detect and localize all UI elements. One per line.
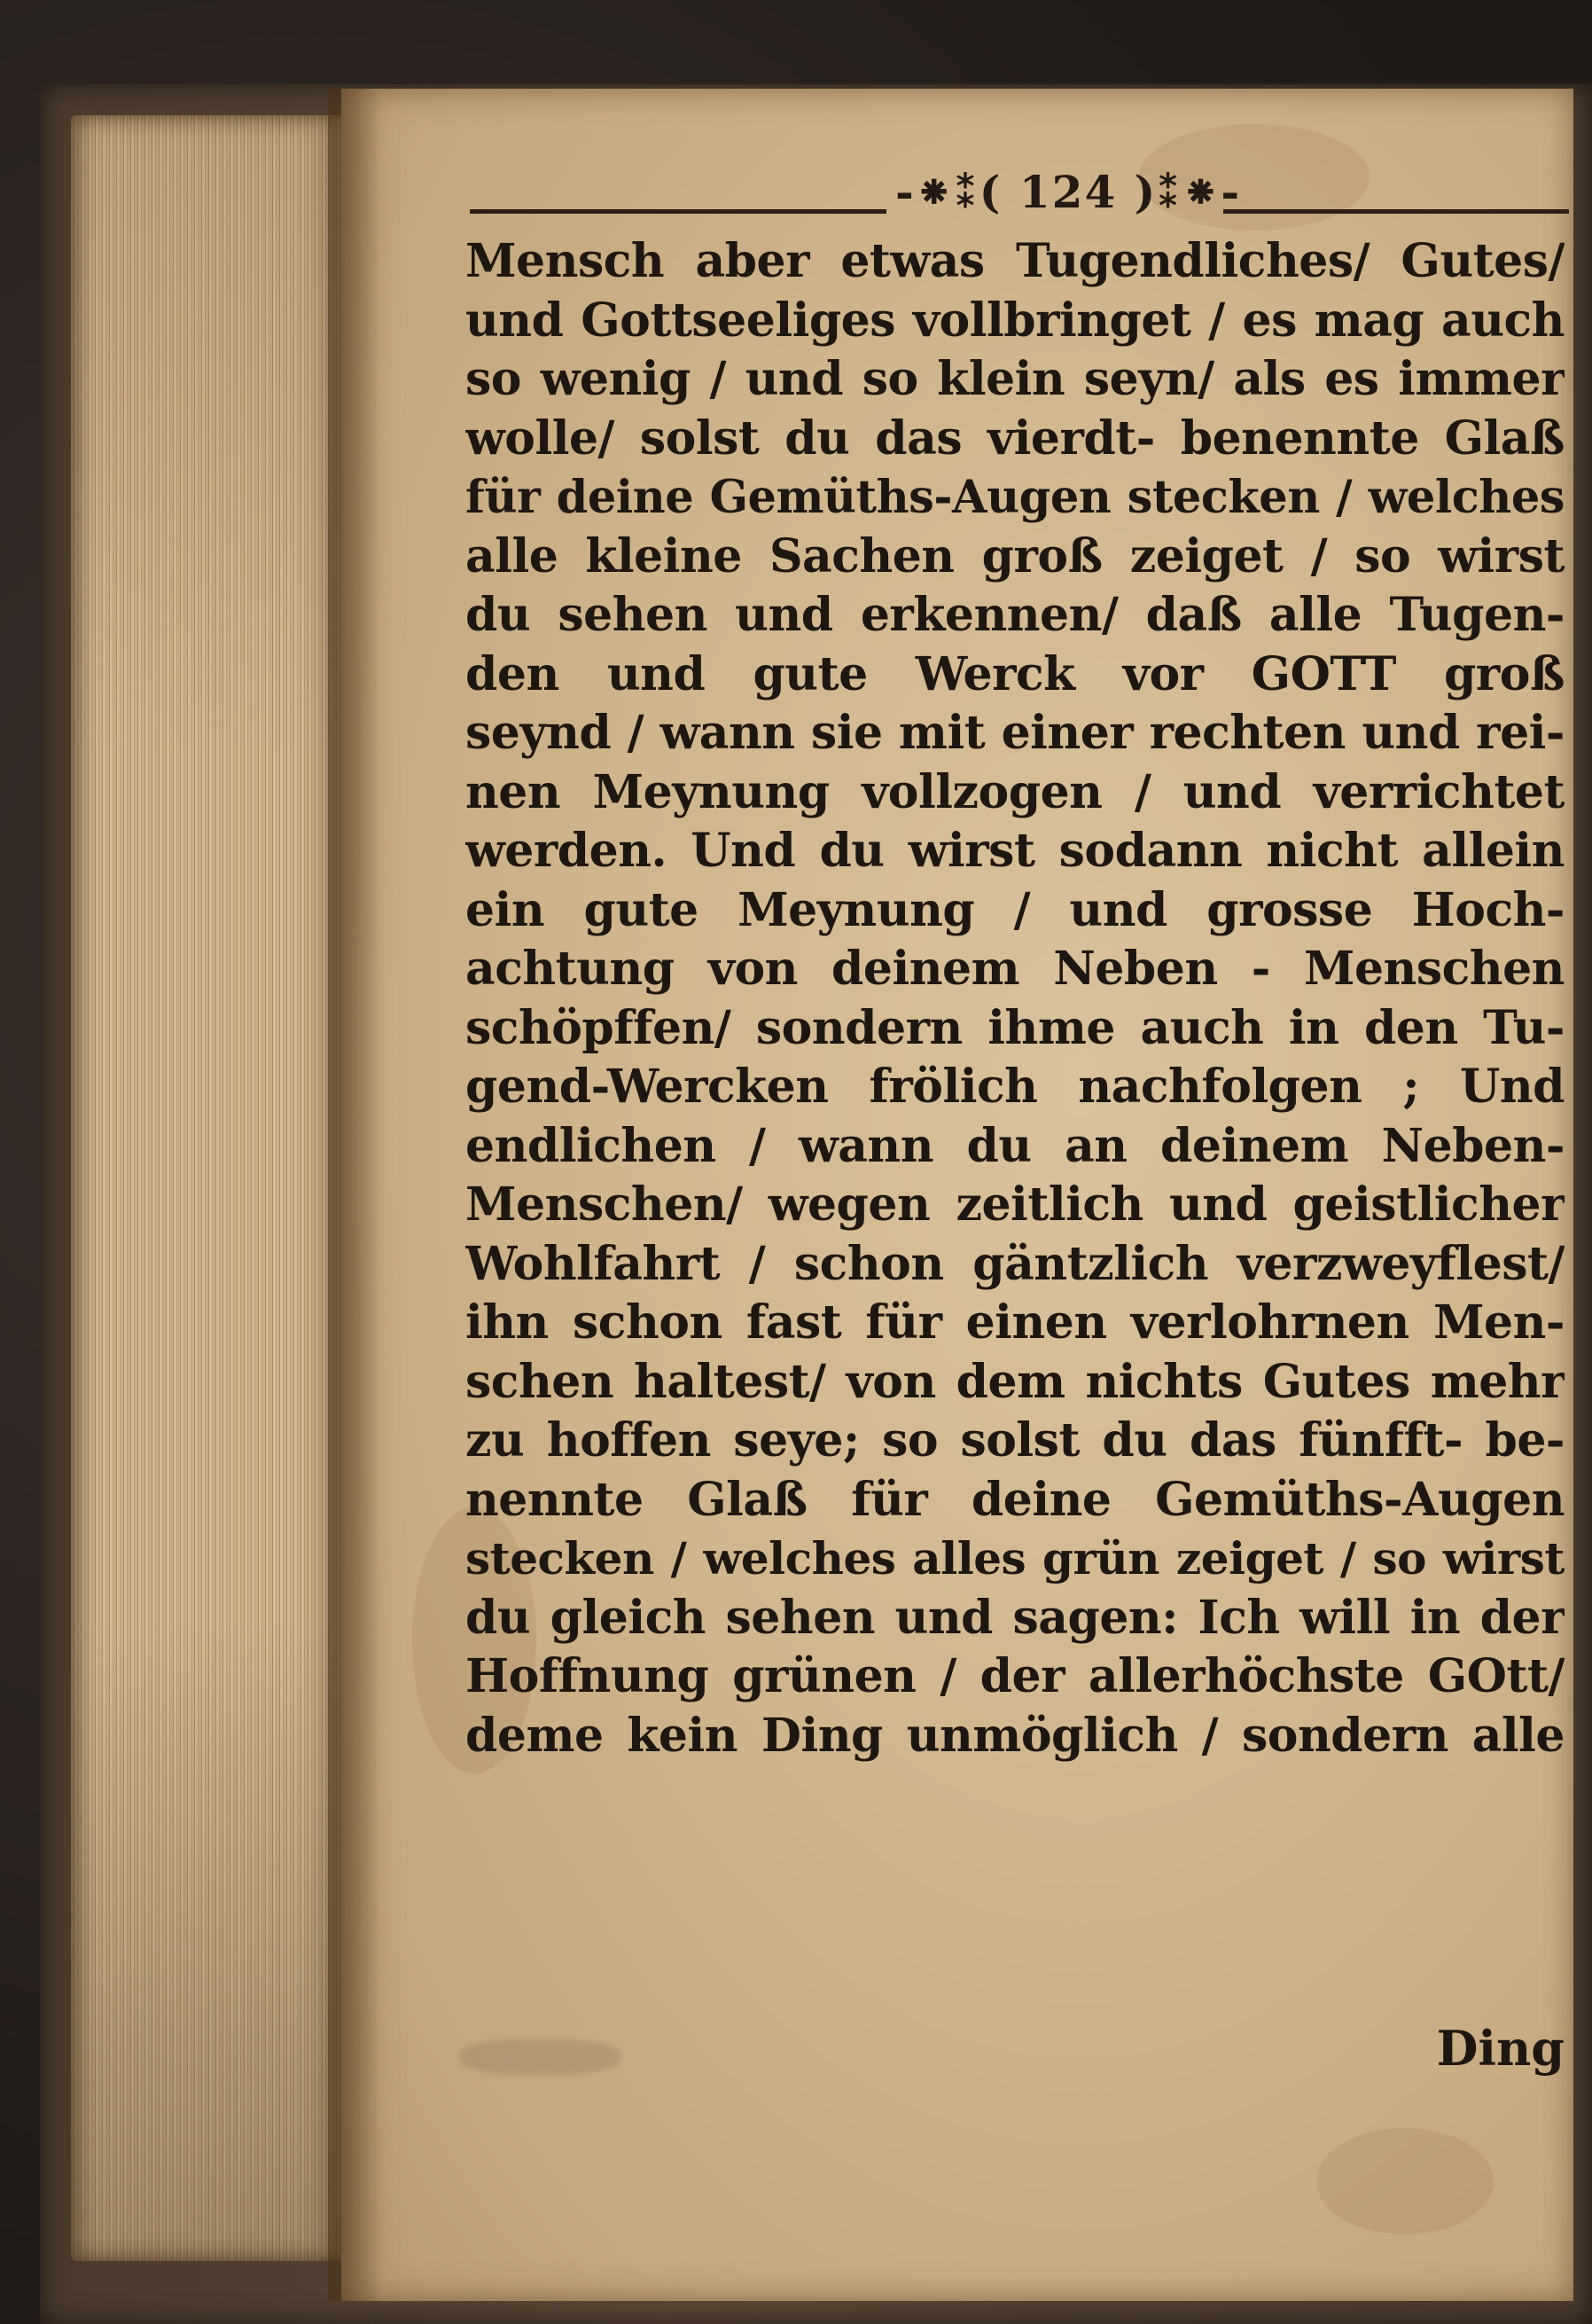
- body-text: [465, 232, 1565, 2130]
- text-line: Wohlfahrt / schon gäntzlich verzweyflest/: [465, 1236, 1565, 1291]
- text-line: alle kleine Sachen groß zeiget / so wirst: [465, 528, 1565, 583]
- running-header: [470, 158, 1569, 229]
- text-line: endlichen / wann du an deinem Neben-: [465, 1118, 1565, 1173]
- text-line: nennte Glaß für deine Gemüths-Augen: [465, 1472, 1565, 1527]
- text-line: deme kein Ding unmöglich / sondern alle: [465, 1708, 1565, 1763]
- text-line: zu hoffen seye; so solst du das fünfft- be-: [465, 1413, 1565, 1467]
- text-line: Mensch aber etwas Tugendliches/ Gutes/: [465, 234, 1565, 288]
- text-line: schen haltest/ von dem nichts Gutes mehr: [465, 1354, 1565, 1409]
- text-line: ihn schon fast für einen verlohrnen Men-: [465, 1295, 1565, 1350]
- header-rule-right: [1223, 209, 1569, 214]
- text-line: und Gottseeliges vollbringet / es mag auch: [465, 293, 1565, 348]
- text-line: für deine Gemüths-Augen stecken / welches: [465, 471, 1565, 524]
- text-line: schöpffen/ sondern ihme auch in den Tu-: [465, 1000, 1565, 1055]
- text-line: stecken / welches alles grün zeiget / so wirst: [465, 1532, 1565, 1585]
- text-line: so wenig / und so klein seyn/ als es immer: [465, 352, 1565, 406]
- catchword: Ding: [1436, 2020, 1565, 2077]
- text-line: achtung von deinem Neben - Menschen: [465, 942, 1565, 996]
- text-line: nen Meynung vollzogen / und verrichtet: [465, 764, 1565, 819]
- text-line: wolle/ solst du das vierdt- benennte Glaß: [465, 411, 1565, 466]
- text-line: du sehen und erkennen/ daß alle Tugen-: [465, 588, 1565, 642]
- text-line: Hoffnung grünen / der allerhöchste GOtt/: [465, 1649, 1565, 1703]
- paper-stain: [1316, 2128, 1494, 2234]
- text-line: gend-Wercken frölich nachfolgen ; Und: [465, 1060, 1565, 1114]
- text-line: werden. Und du wirst sodann nicht allein: [465, 824, 1565, 878]
- text-line: ein gute Meynung / und grosse Hoch-: [465, 882, 1565, 937]
- page-number: -⁕⁑( 124 )⁑⁕-: [895, 166, 1242, 218]
- text-line: den und gute Werck vor GOTT groß: [465, 646, 1565, 701]
- page-edges: [71, 115, 346, 2261]
- text-line: du gleich sehen und sagen: Ich will in der: [465, 1590, 1565, 1645]
- text-line: seynd / wann sie mit einer rechten und rei-: [465, 706, 1565, 760]
- page-gutter-shadow: [328, 89, 381, 2301]
- text-line: Menschen/ wegen zeitlich und geistlicher: [465, 1178, 1565, 1232]
- header-rule-left: [470, 209, 886, 214]
